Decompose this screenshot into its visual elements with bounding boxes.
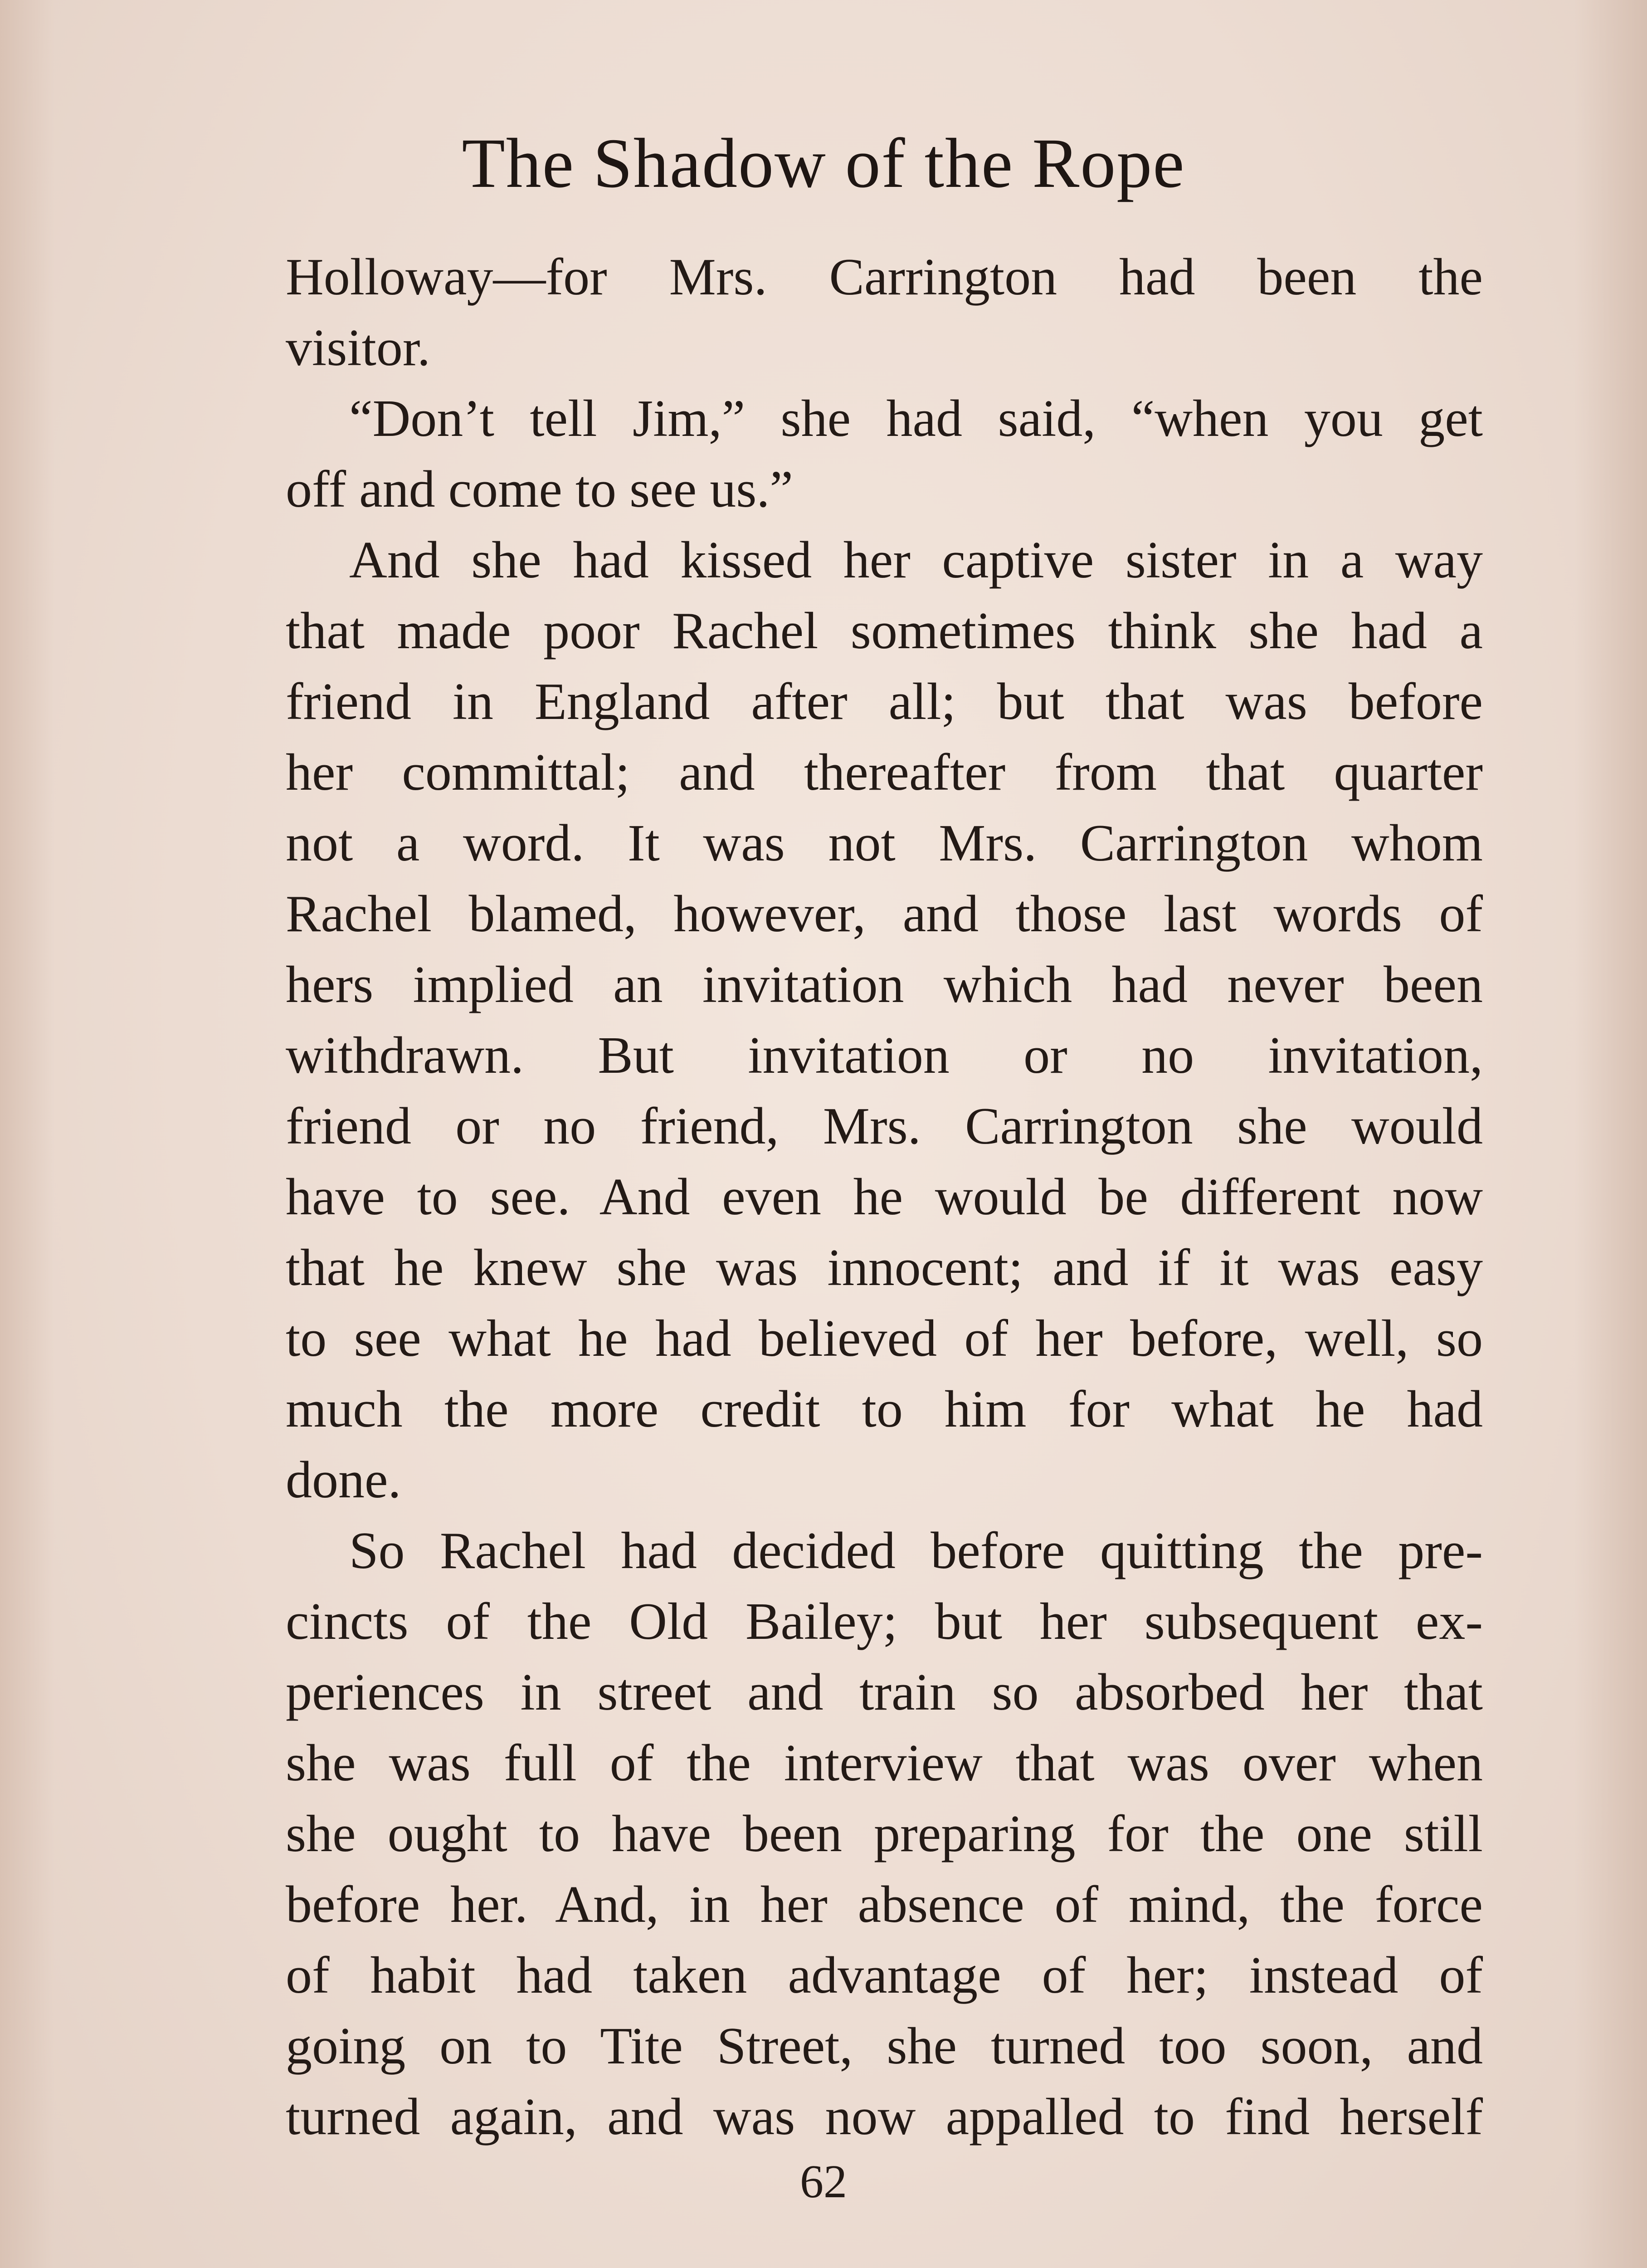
text-line: off and come to see us.” bbox=[286, 460, 793, 518]
text-line: that he knew she was innocent; and if it was easy bbox=[286, 1239, 1483, 1297]
text-line: visitor. bbox=[286, 319, 431, 377]
text-line: much the more credit to him for what he had bbox=[286, 1380, 1483, 1438]
text-line: going on to Tite Street, she turned too soon, and bbox=[286, 2017, 1483, 2075]
text-line: not a word. It was not Mrs. Carrington whom bbox=[286, 814, 1483, 872]
text-line: hers implied an invitation which had never been bbox=[286, 956, 1483, 1014]
text-line: turned again, and was now appalled to find herself bbox=[286, 2088, 1483, 2146]
text-line: before her. And, in her absence of mind, the force bbox=[286, 1876, 1483, 1934]
text-line: that made poor Rachel sometimes think she had a bbox=[286, 602, 1483, 660]
text-line: she was full of the interview that was over when bbox=[286, 1734, 1483, 1792]
text-line: friend or no friend, Mrs. Carrington she would bbox=[286, 1097, 1483, 1155]
text-line: withdrawn. But invitation or no invitation, bbox=[286, 1026, 1483, 1085]
text-line: Holloway—for Mrs. Carrington had been the bbox=[286, 248, 1483, 306]
running-head: The Shadow of the Rope bbox=[462, 124, 1185, 202]
text-line: done. bbox=[286, 1451, 401, 1509]
text-line: “Don’t tell Jim,” she had said, “when you get bbox=[349, 390, 1483, 448]
text-line: cincts of the Old Bailey; but her subsequent ex- bbox=[286, 1593, 1483, 1651]
text-line: periences in street and train so absorbed her that bbox=[286, 1663, 1483, 1721]
text-line: Rachel blamed, however, and those last words of bbox=[286, 885, 1483, 943]
page-shadow-left bbox=[0, 0, 54, 2268]
text-line: So Rachel had decided before quitting the pre- bbox=[349, 1522, 1483, 1580]
text-line: she ought to have been preparing for the one still bbox=[286, 1805, 1483, 1863]
text-line: to see what he had believed of her before, well, so bbox=[286, 1310, 1483, 1368]
text-line: And she had kissed her captive sister in a way bbox=[349, 531, 1483, 589]
text-line: friend in England after all; but that was before bbox=[286, 673, 1483, 731]
body-text bbox=[286, 242, 1483, 2152]
text-line: her committal; and thereafter from that quarter bbox=[286, 743, 1483, 802]
page-number: 62 bbox=[800, 2156, 847, 2208]
text-line: have to see. And even he would be different now bbox=[286, 1168, 1483, 1226]
text-line: of habit had taken advantage of her; instead of bbox=[286, 1946, 1483, 2004]
page-shadow-right bbox=[1574, 0, 1647, 2268]
